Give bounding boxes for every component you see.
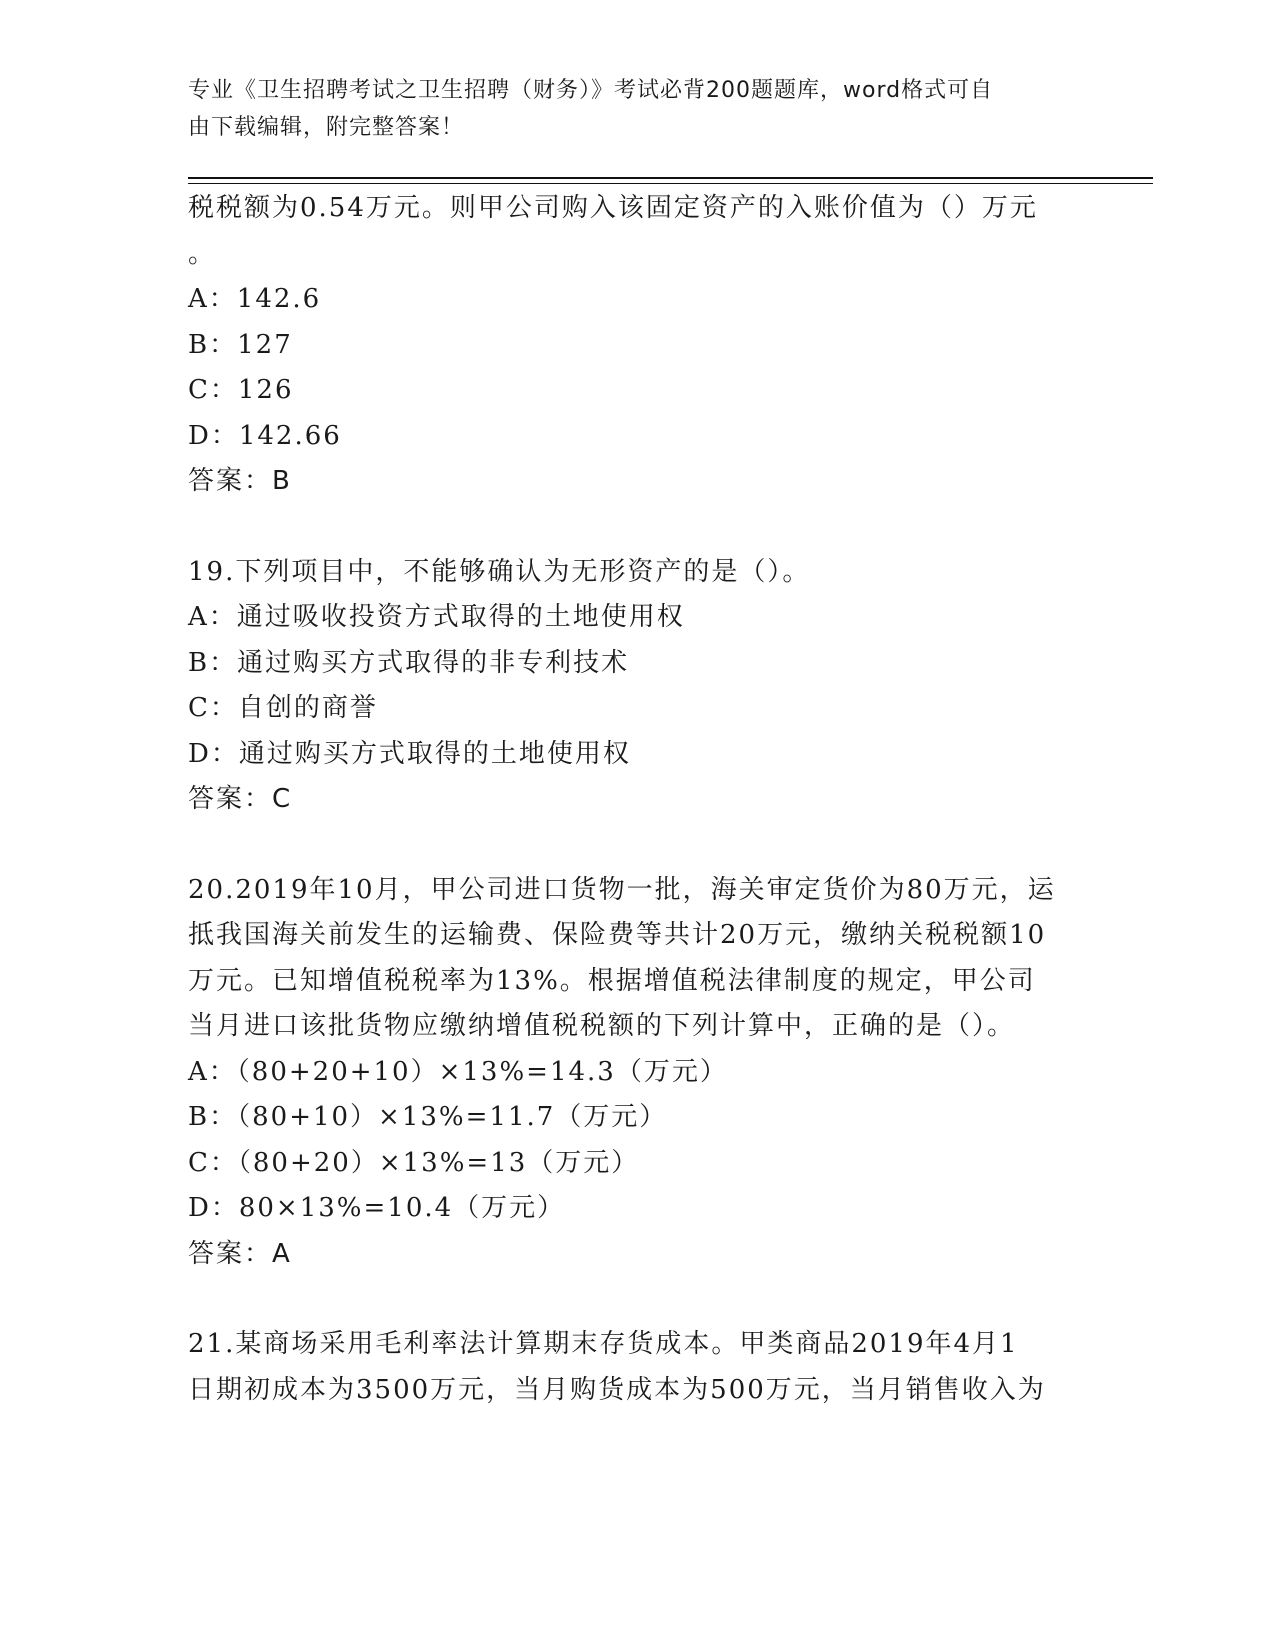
option-a: A：通过吸收投资方式取得的土地使用权 (188, 602, 685, 632)
header-rule (188, 177, 1153, 179)
question-20 (188, 868, 1088, 1278)
page-header (188, 72, 1068, 146)
option-c: C：自创的商誉 (188, 693, 378, 723)
answer-line: 答案：A (188, 1238, 292, 1269)
question-text: 当月进口该批货物应缴纳增值税税额的下列计算中，正确的是（）。 (188, 1011, 1016, 1041)
question-text: 万元。已知增值税税率为13%。根据增值税法律制度的规定，甲公司 (188, 965, 1036, 996)
question-text: 。 (188, 238, 217, 269)
header-rule (188, 183, 1153, 184)
question-text: 税税额为0.54万元。则甲公司购入该固定资产的入账价值为（）万元 (188, 193, 1038, 223)
question-18 (188, 186, 1088, 505)
option-c: C：（80+20）×13%=13（万元） (188, 1147, 640, 1178)
question-text: 日期初成本为3500万元，当月购货成本为500万元，当月销售收入为 (188, 1374, 1046, 1405)
option-a: A：142.6 (188, 284, 322, 314)
option-d: D：80×13%=10.4（万元） (188, 1193, 566, 1223)
question-text: 抵我国海关前发生的运输费、保险费等共计20万元，缴纳关税税额10 (188, 920, 1047, 950)
question-19 (188, 550, 1088, 823)
answer-line: 答案：C (188, 784, 293, 814)
answer-line: 答案：B (188, 466, 292, 496)
header-line: 由下载编辑，附完整答案！ (188, 115, 465, 140)
option-a: A：（80+20+10）×13%=14.3（万元） (188, 1056, 728, 1087)
question-text: 20.2019年10月，甲公司进口货物一批，海关审定货价为80万元，运 (188, 874, 1056, 905)
document-body (188, 186, 1088, 1413)
option-d: D：142.66 (188, 420, 342, 451)
question-text: 19.下列项目中，不能够确认为无形资产的是（）。 (188, 556, 811, 587)
option-b: B：通过购买方式取得的非专利技术 (188, 647, 630, 678)
question-text: 21.某商场采用毛利率法计算期末存货成本。甲类商品2019年4月1 (188, 1329, 1019, 1359)
option-d: D：通过购买方式取得的土地使用权 (188, 738, 631, 769)
question-21 (188, 1322, 1088, 1413)
header-line: 专业《卫生招聘考试之卫生招聘（财务）》考试必背200题题库，word格式可自 (188, 78, 994, 103)
option-b: B：（80+10）×13%=11.7（万元） (188, 1102, 668, 1132)
option-b: B：127 (188, 329, 293, 360)
option-c: C：126 (188, 375, 294, 405)
